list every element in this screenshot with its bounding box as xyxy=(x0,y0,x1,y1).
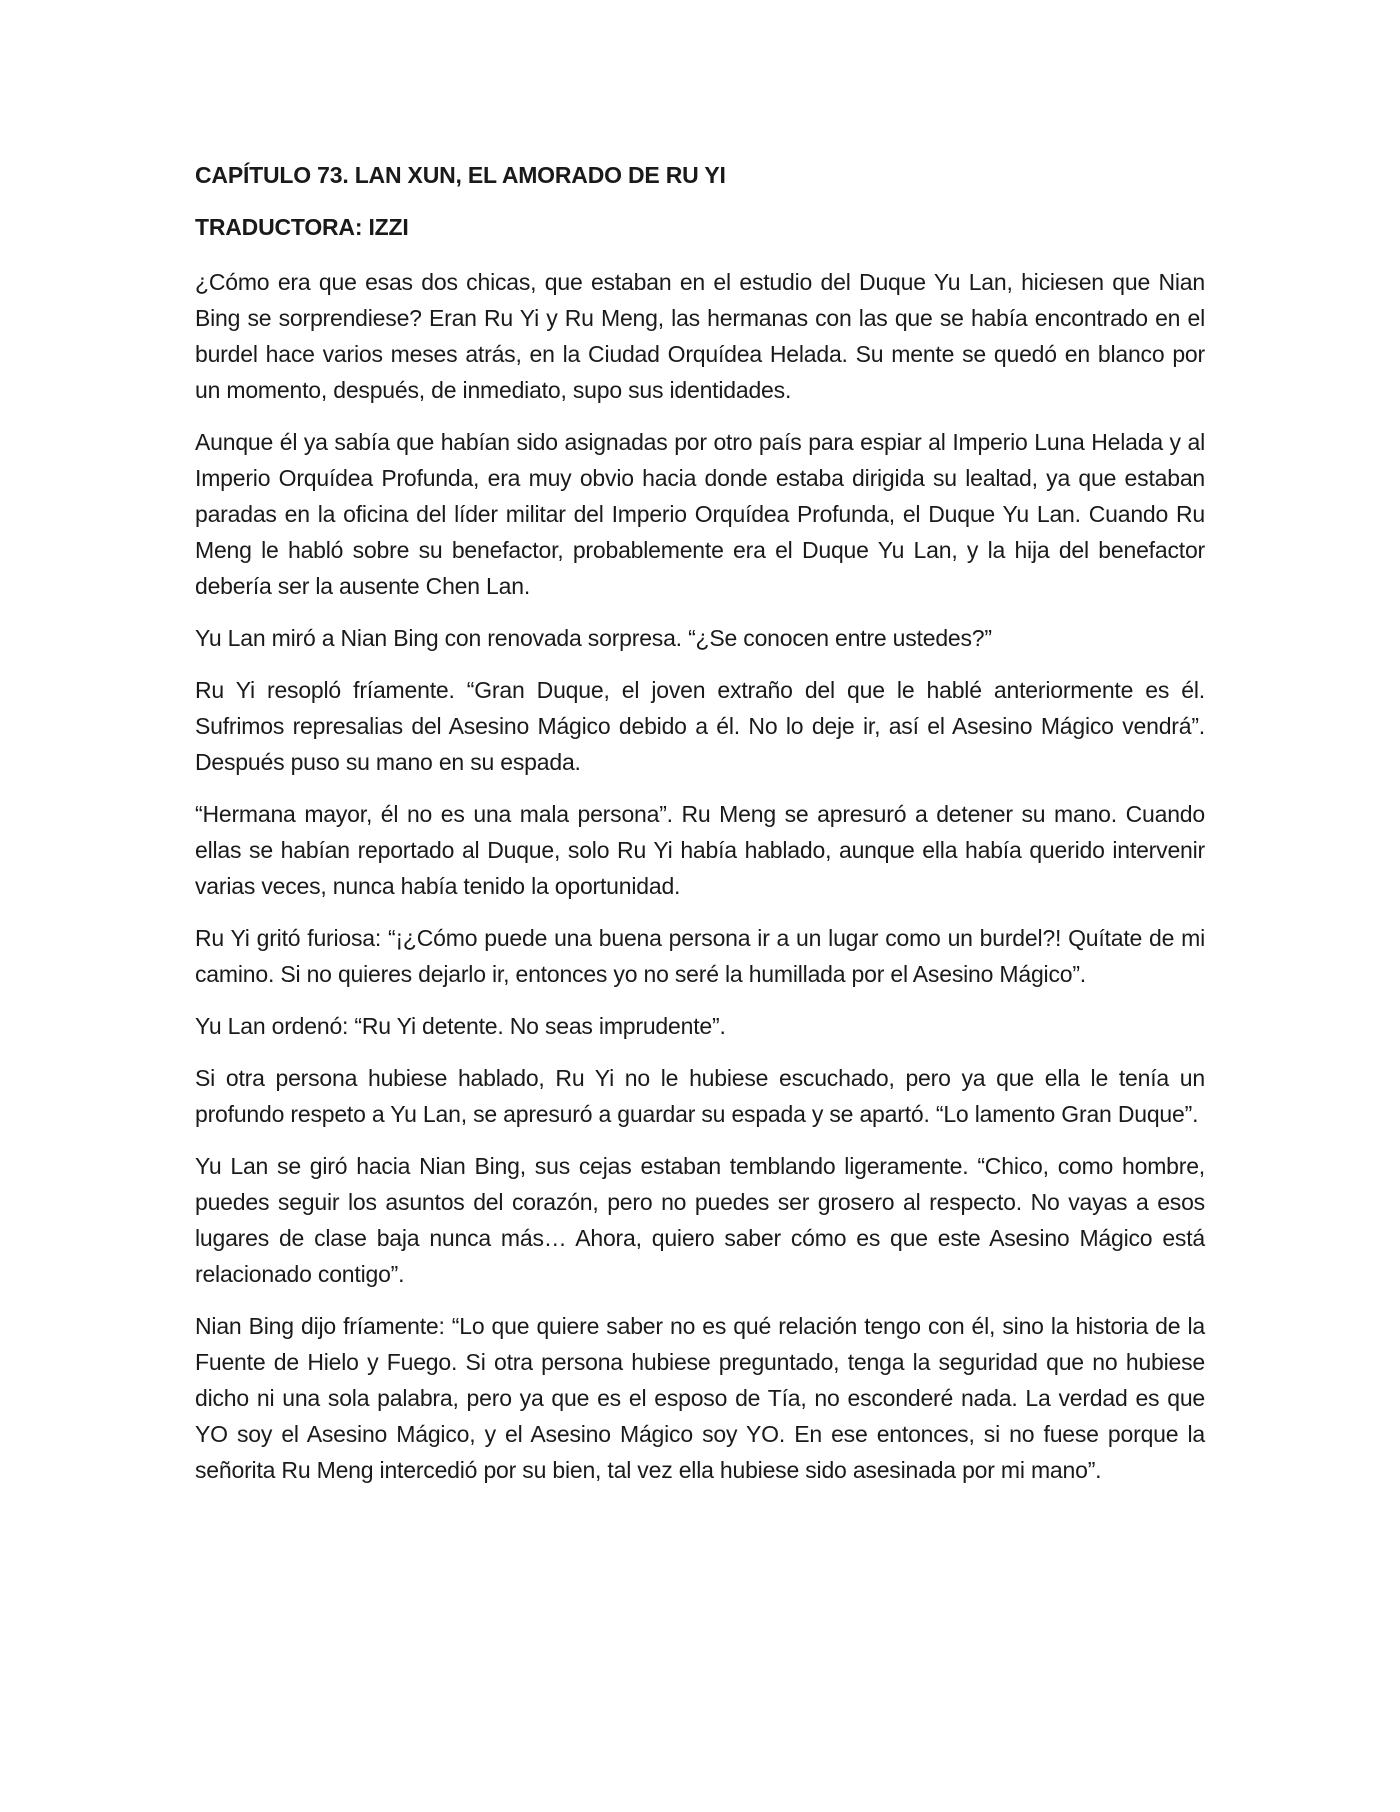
paragraph: Yu Lan se giró hacia Nian Bing, sus cejas estaban temblando ligeramente. “Chico, como hombre, puedes seguir los asuntos del corazón, pero no puedes ser grosero al respecto. No vayas a esos lugares de clase baja nunca más… Ahora, quiero saber cómo es que este Asesino Mágico está relacionado contigo”. xyxy=(195,1153,1205,1287)
paragraph: Yu Lan miró a Nian Bing con renovada sorpresa. “¿Se conocen entre ustedes?” xyxy=(195,625,992,651)
paragraph: Yu Lan ordenó: “Ru Yi detente. No seas imprudente”. xyxy=(195,1013,726,1039)
chapter-title: CAPÍTULO 73. LAN XUN, EL AMORADO DE RU YI xyxy=(195,162,726,188)
paragraph: “Hermana mayor, él no es una mala persona”. Ru Meng se apresuró a detener su mano. Cuando ellas se habían reportado al Duque, solo Ru Yi había hablado, aunque ella había querido intervenir varias veces, nunca había tenido la oportunidad. xyxy=(195,801,1205,899)
paragraph: Ru Yi gritó furiosa: “¡¿Cómo puede una buena persona ir a un lugar como un burdel?! Quítate de mi camino. Si no quieres dejarlo ir, entonces yo no seré la humillada por el Asesino Mágico”. xyxy=(195,925,1205,987)
translator-credit: TRADUCTORA: IZZI xyxy=(195,214,409,240)
paragraph: Aunque él ya sabía que habían sido asignadas por otro país para espiar al Imperio Luna Helada y al Imperio Orquídea Profunda, era muy obvio hacia donde estaba dirigida su lealtad, ya que estaban paradas en la oficina del líder militar del Imperio Orquídea Profunda, el Duque Yu Lan. Cuando Ru Meng le habló sobre su benefactor, probablemente era el Duque Yu Lan, y la hija del benefactor debería ser la ausente Chen Lan. xyxy=(195,429,1205,599)
paragraph: Si otra persona hubiese hablado, Ru Yi no le hubiese escuchado, pero ya que ella le tenía un profundo respeto a Yu Lan, se apresuró a guardar su espada y se apartó. “Lo lamento Gran Duque”. xyxy=(195,1065,1205,1127)
paragraph: Ru Yi resopló fríamente. “Gran Duque, el joven extraño del que le hablé anteriormente es él. Sufrimos represalias del Asesino Mágico debido a él. No lo deje ir, así el Asesino Mágico vendrá”. Después puso su mano en su espada. xyxy=(195,677,1205,775)
paragraph: ¿Cómo era que esas dos chicas, que estaban en el estudio del Duque Yu Lan, hiciesen que Nian Bing se sorprendiese? Eran Ru Yi y Ru Meng, las hermanas con las que se había encontrado en el burdel hace varios meses atrás, en la Ciudad Orquídea Helada. Su mente se quedó en blanco por un momento, después, de inmediato, supo sus identidades. xyxy=(195,269,1205,403)
document-page xyxy=(195,160,1205,1504)
paragraph: Nian Bing dijo fríamente: “Lo que quiere saber no es qué relación tengo con él, sino la historia de la Fuente de Hielo y Fuego. Si otra persona hubiese preguntado, tenga la seguridad que no hubiese dicho ni una sola palabra, pero ya que es el esposo de Tía, no esconderé nada. La verdad es que YO soy el Asesino Mágico, y el Asesino Mágico soy YO. En ese entonces, si no fuese porque la señorita Ru Meng intercedió por su bien, tal vez ella hubiese sido asesinada por mi mano”. xyxy=(195,1313,1205,1483)
